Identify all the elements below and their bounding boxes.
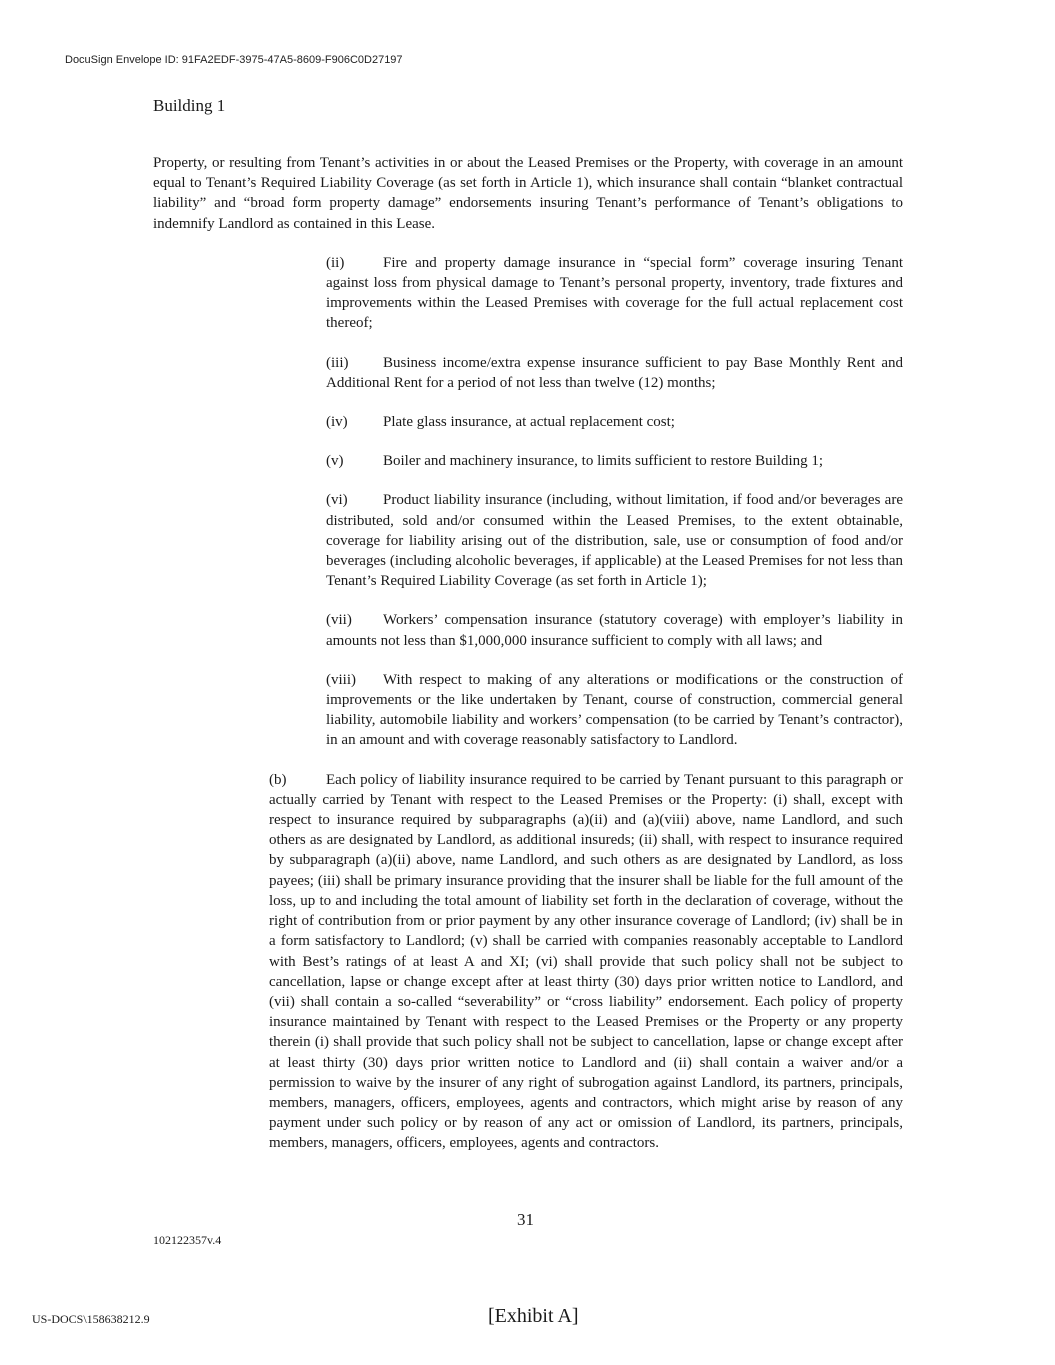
clause-text: With respect to making of any alterations or modifications or the construction of improvements or the like undertaken by Tenant, course of construction, commercial general liability, automobile liability and workers’ compensation (to be carried by Tenant’s contractor), in an amount and with coverage reasonably satisfactory to Landlord. (326, 671, 903, 749)
clause-text: Fire and property damage insurance in “special form” coverage insuring Tenant against loss from physical damage to Tenant’s personal property, inventory, trade fixtures and improvements within the Leased Premises with coverage for the full actual replacement cost thereof; (326, 254, 903, 332)
document-body (153, 153, 903, 1173)
clause-number: (v) (326, 453, 344, 470)
paragraph-iii (153, 353, 903, 393)
clause-number: (iv) (326, 414, 348, 431)
paragraph-continuation: Property, or resulting from Tenant’s activities in or about the Leased Premises or the Property, with coverage in an amount equal to Tenant’s Required Liability Coverage (as set forth in Article 1), which insurance shall contain “blanket contractual liability” and “broad form property damage” endorsements insuring Tenant’s performance of Tenant’s obligations to indemnify Landlord as contained in this Lease. (153, 155, 903, 232)
page-number: 31 (517, 1210, 534, 1229)
paragraph-b (153, 770, 903, 1154)
paragraph-ii (153, 253, 903, 334)
exhibit-label: [Exhibit A] (488, 1305, 579, 1327)
page-header: Building 1 (153, 96, 226, 115)
clause-text: Each policy of liability insurance required to be carried by Tenant pursuant to this paragraph or actually carried by Tenant with respect to the Leased Premises or the Property: (i) shall, except with respect to insurance required by subparagraphs (a)(ii) and (a)(viii) above, name Landlord, and such others as are designated by Landlord, as additional insureds; (ii) shall, with respect to insurance required by subparagraph (a)(ii) above, name Landlord, and such others as are designated by Landlord, as loss payees; (iii) shall be primary insurance providing that the insurer shall be liable for the full amount of the loss, up to and including the total amount of liability set forth in the declaration of coverage, without the right of contribution from or prior payment by any other insurance coverage of Landlord; (iv) shall be in a form satisfactory to Landlord; (v) shall be carried with companies reasonably acceptable to Landlord with Best’s ratings of at least A and XI; (vi) shall provide that such policy shall not be subject to cancellation, lapse or change except after at least thirty (30) days prior written notice to Landlord, and (vii) shall contain a so-called “severability” or “cross liability” endorsement. Each policy of property insurance maintained by Tenant with respect to the Leased Premises or the Property or any property therein (i) shall provide that such policy shall not be subject to cancellation, lapse or change except after at least thirty (30) days prior written notice to Landlord and (ii) shall contain a waiver and/or a permission to waive by the insurer of any right of subrogation against Landlord, its partners, principals, members, managers, officers, employees, agents and contractors, which might arise by reason of any payment under such policy or by reason of any act or omission of Landlord, its partners, principals, members, managers, officers, employees, agents and contractors. (269, 771, 903, 1152)
clause-text: Boiler and machinery insurance, to limits sufficient to restore Building 1; (383, 453, 824, 470)
paragraph-iv (153, 412, 903, 432)
clause-number: (viii) (326, 671, 356, 688)
paragraph-vii (153, 610, 903, 650)
docs-id: US-DOCS\158638212.9 (32, 1312, 150, 1326)
clause-number: (iii) (326, 354, 349, 371)
clause-text: Workers’ compensation insurance (statutory coverage) with employer’s liability in amounts not less than $1,000,000 insurance sufficient to comply with all laws; and (326, 612, 903, 649)
paragraph-viii (153, 670, 903, 751)
clause-text: Plate glass insurance, at actual replacement cost; (383, 414, 675, 431)
paragraph-vi (153, 490, 903, 591)
paragraph-v (153, 451, 903, 471)
document-version: 102122357v.4 (153, 1233, 222, 1247)
clause-number: (b) (269, 771, 287, 788)
clause-number: (ii) (326, 254, 345, 271)
clause-text: Business income/extra expense insurance sufficient to pay Base Monthly Rent and Additional Rent for a period of not less than twelve (12) months; (326, 354, 903, 391)
docusign-envelope-id: DocuSign Envelope ID: 91FA2EDF-3975-47A5-8609-F906C0D27197 (65, 54, 403, 66)
clause-text: Product liability insurance (including, without limitation, if food and/or beverages are distributed, sold and/or consumed within the Leased Premises, to the extent obtainable, coverage for liability arising out of the distribution, sale, use or consumption of food and/or beverages (including alcoholic beverages, if applicable) at the Leased Premises for not less than Tenant’s Required Liability Coverage (as set forth in Article 1); (326, 492, 903, 590)
clause-number: (vi) (326, 492, 348, 509)
clause-number: (vii) (326, 612, 352, 629)
